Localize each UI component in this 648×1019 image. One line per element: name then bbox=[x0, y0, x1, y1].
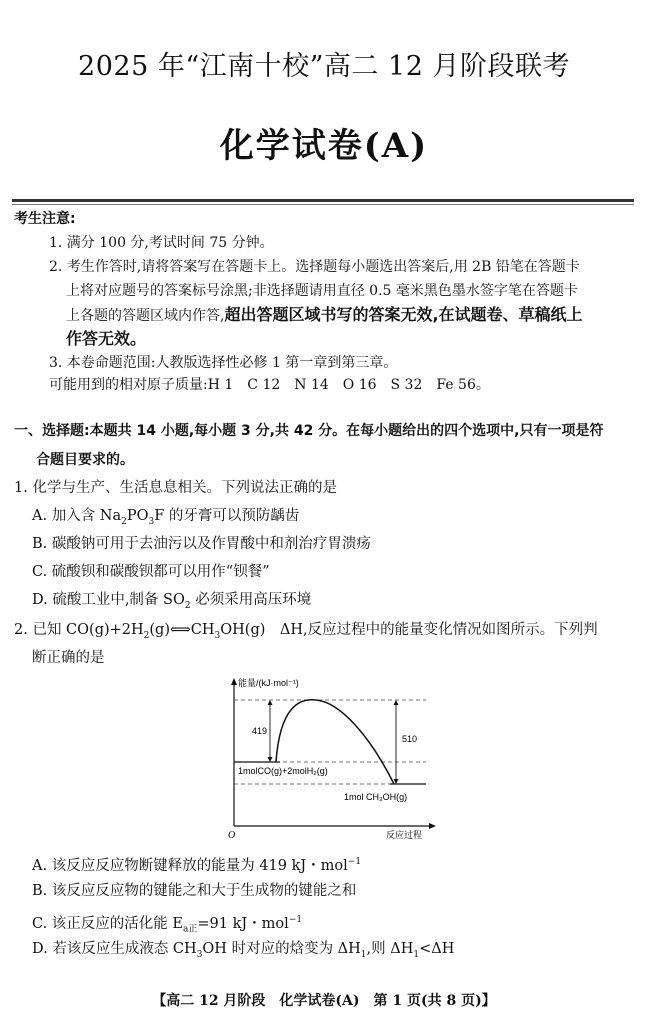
y-axis-arrow-icon bbox=[231, 678, 237, 685]
atomic-masses: 可能用到的相对原子质量:H 1 C 12 N 14 O 16 S 32 Fe 56。 bbox=[49, 377, 490, 393]
ea-reverse-label: 510 bbox=[402, 734, 418, 744]
q2-d-post3: <ΔH bbox=[419, 941, 455, 957]
q2-c-sub: a正 bbox=[183, 924, 198, 935]
q1-a-post: F 的牙膏可以预防龋齿 bbox=[154, 508, 300, 524]
q2-stem-sub2: 3 bbox=[214, 630, 221, 641]
q2-d-sub: 3 bbox=[196, 949, 203, 960]
header-divider-thin bbox=[12, 204, 634, 205]
section-heading-line-2: 合题目要求的。 bbox=[36, 452, 134, 468]
q1-a-sub2: 3 bbox=[148, 516, 155, 527]
q2-d-post: OH 时对应的焓变为 ΔH bbox=[202, 941, 361, 957]
q2-d-sub2: 1 bbox=[360, 949, 367, 960]
question-2-option-b: B. 该反应反应物的键能之和大于生成物的键能之和 bbox=[32, 883, 357, 899]
q2-c-text: C. 该正反应的活化能 E bbox=[32, 915, 183, 932]
section-heading-line-1: 一、选择题:本题共 14 小题,每小题 3 分,共 42 分。在每小题给出的四个选项中,只有一项是符 bbox=[14, 423, 604, 439]
question-1-option-b: B. 碳酸钠可用于去油污以及作胃酸中和剂治疗胃溃疡 bbox=[32, 536, 371, 552]
q2-d-sub3: 1 bbox=[413, 949, 420, 960]
q1-d-sub: 2 bbox=[184, 600, 191, 611]
page-footer: 【高二 12 月阶段 化学试卷(A) 第 1 页(共 8 页)】 bbox=[152, 993, 496, 1009]
q2-d-post2: ,则 ΔH bbox=[366, 941, 414, 957]
header-divider bbox=[12, 199, 634, 202]
q2-a-text: A. 该反应反应物断键释放的能量为 419 kJ・mol bbox=[32, 857, 348, 874]
exam-title: 2025 年“江南十校”高二 12 月阶段联考 bbox=[78, 51, 570, 82]
question-2-option-d bbox=[32, 939, 454, 965]
question-2-stem-line-2: 断正确的是 bbox=[32, 650, 105, 666]
question-2-stem-line-1 bbox=[14, 620, 598, 646]
q1-a-sub: 2 bbox=[121, 516, 127, 527]
q2-stem-b: (g)⟺CH bbox=[149, 622, 215, 638]
q1-a-text: A. 加入含 Na bbox=[32, 508, 122, 524]
question-1-option-c: C. 硫酸钡和碳酸钡都可以用作“钡餐” bbox=[32, 564, 270, 580]
ea-forward-arrow-bottom-icon bbox=[268, 757, 273, 762]
question-1-option-a bbox=[32, 506, 299, 532]
ea-forward-label: 419 bbox=[252, 726, 268, 736]
ea-reverse-arrow-top-icon bbox=[394, 700, 399, 705]
question-2-option-a bbox=[32, 852, 361, 876]
notice-heading: 考生注意: bbox=[14, 211, 76, 227]
y-axis-label: 能量/(kJ·mol⁻¹) bbox=[238, 678, 299, 688]
q2-stem-a: 2. 已知 CO(g)+2H bbox=[14, 622, 144, 638]
notice-item-2-line-3-plain: 上各题的答题区域内作答, bbox=[66, 308, 225, 324]
q2-c-post: =91 kJ・mol bbox=[197, 915, 289, 932]
products-label: 1mol CH₃OH(g) bbox=[344, 792, 408, 802]
paper-subtitle: 化学试卷(A) bbox=[219, 126, 429, 166]
q2-stem-c: OH(g) ΔH,反应过程中的能量变化情况如图所示。下列判 bbox=[220, 622, 598, 638]
ea-forward-arrow-top-icon bbox=[268, 700, 273, 705]
q1-d-text: D. 硫酸工业中,制备 SO bbox=[32, 592, 185, 608]
notice-item-2-line-1: 2. 考生作答时,请将答案写在答题卡上。选择题每小题选出答案后,用 2B 铅笔在答题卡 bbox=[49, 259, 580, 275]
q1-a-mid: PO bbox=[126, 508, 149, 524]
q1-d-post: 必须采用高压环境 bbox=[190, 592, 312, 608]
question-2-option-c bbox=[32, 910, 302, 940]
question-1-option-d bbox=[32, 590, 311, 616]
x-axis-arrow-icon bbox=[429, 823, 436, 829]
notice-item-2-line-2: 上将对应题号的答案标号涂黑;非选择题请用直径 0.5 毫米黑色墨水签字笔在答题卡 bbox=[66, 283, 578, 299]
q2-stem-sub1: 2 bbox=[143, 630, 150, 641]
reactants-label: 1molCO(g)+2molH₂(g) bbox=[238, 766, 328, 776]
notice-item-3: 3. 本卷命题范围:人教版选择性必修 1 第一章到第三章。 bbox=[49, 355, 398, 371]
energy-profile-diagram bbox=[220, 676, 440, 842]
notice-warning-bold: 超出答题区域书写的答案无效,在试题卷、草稿纸上 bbox=[224, 305, 583, 324]
notice-item-2-line-3 bbox=[66, 306, 583, 325]
origin-label: O bbox=[228, 830, 236, 841]
notice-item-2-line-4: 作答无效。 bbox=[66, 329, 147, 348]
x-axis-label: 反应过程 bbox=[386, 830, 423, 840]
notice-item-1: 1. 满分 100 分,考试时间 75 分钟。 bbox=[49, 235, 274, 251]
q2-a-sup: −1 bbox=[347, 857, 362, 867]
question-1-stem: 1. 化学与生产、生活息息相关。下列说法正确的是 bbox=[14, 480, 337, 496]
q2-d-text: D. 若该反应生成液态 CH bbox=[32, 941, 197, 957]
q2-c-sup: −1 bbox=[288, 915, 303, 925]
